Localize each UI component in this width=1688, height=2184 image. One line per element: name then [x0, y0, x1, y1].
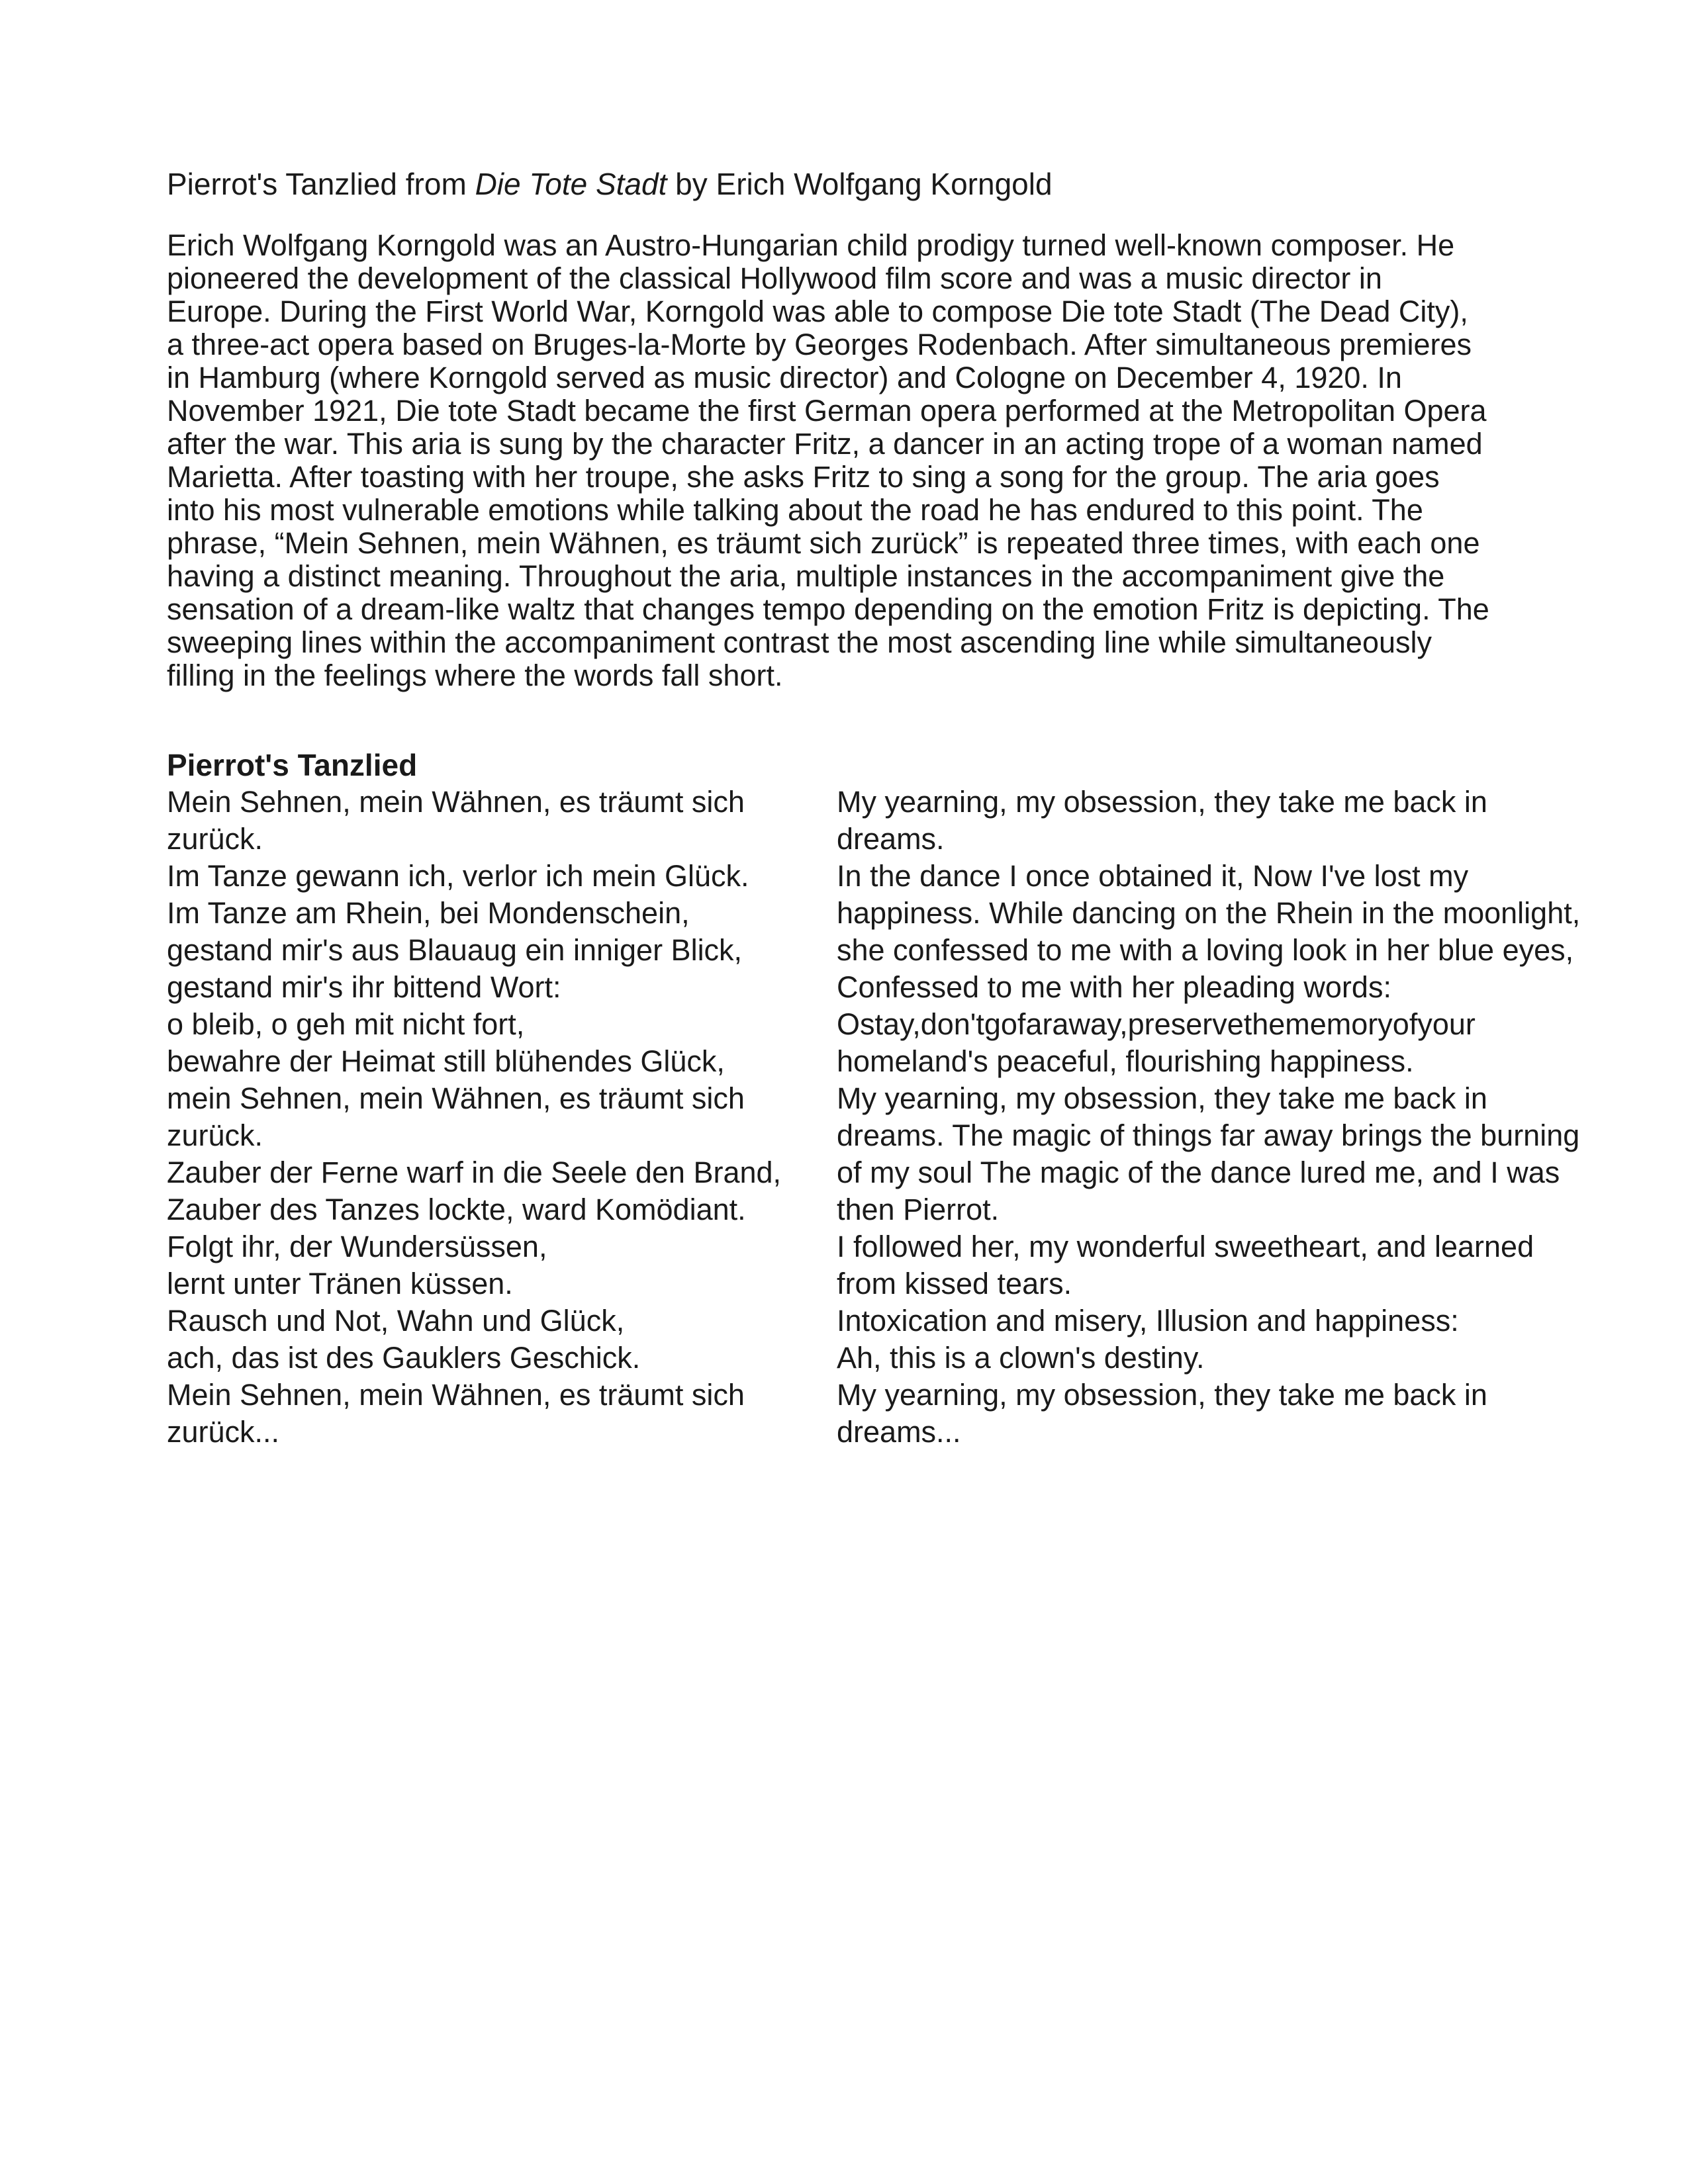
german-lyric-line: Zauber der Ferne warf in die Seele den Brand,	[167, 1156, 782, 1189]
german-lyric-line: o bleib, o geh mit nicht fort,	[167, 1007, 525, 1041]
lyrics-table	[167, 784, 1597, 1451]
english-lyric-line: Intoxication and misery, Illusion and happiness:	[837, 1304, 1459, 1338]
english-lyric-line: Ostay,don'tgofaraway,preservethememoryofyour homeland's peaceful, flourishing happiness.	[837, 1007, 1476, 1078]
german-lyric-line: Rausch und Not, Wahn und Glück,	[167, 1304, 625, 1338]
german-lyric-line: gestand mir's ihr bittend Wort:	[167, 970, 561, 1004]
german-lyric-line: mein Sehnen, mein Wähnen, es träumt sich zurück.	[167, 1081, 745, 1152]
english-lyric-line: Ah, this is a clown's destiny.	[837, 1341, 1205, 1375]
german-lyric-line: ach, das ist des Gauklers Geschick.	[167, 1341, 641, 1375]
document-title	[167, 165, 1597, 203]
title-prefix: Pierrot's Tanzlied from	[167, 167, 475, 201]
title-work: Die Tote Stadt	[475, 167, 667, 201]
german-lyric-line: Folgt ihr, der Wundersüssen,	[167, 1230, 547, 1263]
intro-paragraph: Erich Wolfgang Korngold was an Austro-Hungarian child prodigy turned well-known composer. He pioneered the development of the classical Hollywood film score and was a music director in Europe. During the First World War, Korngold was able to compose Die tote Stadt (The Dead City), a three-act opera based on Bruges-la-Morte by Georges Rodenbach. After simultaneous premieres in Hamburg (where Korngold served as music director) and Cologne on December 4, 1920. In November 1921, Die tote Stadt became the first German opera performed at the Metropolitan Opera after the war. This aria is sung by the character Fritz, a dancer in an acting trope of a woman named Marietta. After toasting with her troupe, she asks Fritz to sing a song for the group. The aria goes into his most vulnerable emotions while talking about the road he has endured to this point. The phrase, “Mein Sehnen, mein Wähnen, es träumt sich zurück” is repeated three times, with each one having a distinct meaning. Throughout the aria, multiple instances in the accompaniment give the sensation of a dream-like waltz that changes tempo depending on the emotion Fritz is depicting. The sweeping lines within the accompaniment contrast the most ascending line while simultaneously filling in the feelings where the words fall short.	[167, 228, 1489, 692]
english-lyric-line: My yearning, my obsession, they take me back in dreams...	[837, 1378, 1487, 1449]
german-lyric-line: lernt unter Tränen küssen.	[167, 1267, 513, 1300]
english-lyric-line: My yearning, my obsession, they take me back in dreams. The magic of things far away brings the burning of my soul The magic of the dance lured me, and I was then Pierrot.	[837, 1081, 1580, 1226]
german-lyric-line: gestand mir's aus Blauaug ein inniger Blick,	[167, 933, 743, 967]
english-lyric-line: In the dance I once obtained it, Now I've lost my happiness. While dancing on the Rhein in the moonlight, she confessed to me with a loving look in her blue eyes,	[837, 859, 1581, 967]
german-lyric-line: Mein Sehnen, mein Wähnen, es träumt sich zurück.	[167, 785, 745, 856]
german-lyric-line: Mein Sehnen, mein Wähnen, es träumt sich zurück...	[167, 1378, 745, 1449]
english-lyrics-column	[837, 784, 1591, 1451]
german-lyric-line: bewahre der Heimat still blühendes Glück,	[167, 1044, 725, 1078]
english-lyric-line: Confessed to me with her pleading words:	[837, 970, 1391, 1004]
document-page	[167, 165, 1597, 1451]
english-lyric-line: My yearning, my obsession, they take me back in dreams.	[837, 785, 1487, 856]
german-lyric-line: Im Tanze am Rhein, bei Mondenschein,	[167, 896, 690, 930]
german-lyric-line: Zauber des Tanzes lockte, ward Komödiant.	[167, 1193, 746, 1226]
german-lyrics-column	[167, 784, 837, 1451]
section-heading: Pierrot's Tanzlied	[167, 748, 418, 782]
english-lyric-line: I followed her, my wonderful sweetheart, and learned from kissed tears.	[837, 1230, 1534, 1300]
german-lyric-line: Im Tanze gewann ich, verlor ich mein Glück.	[167, 859, 749, 893]
title-suffix: by Erich Wolfgang Korngold	[667, 167, 1053, 201]
